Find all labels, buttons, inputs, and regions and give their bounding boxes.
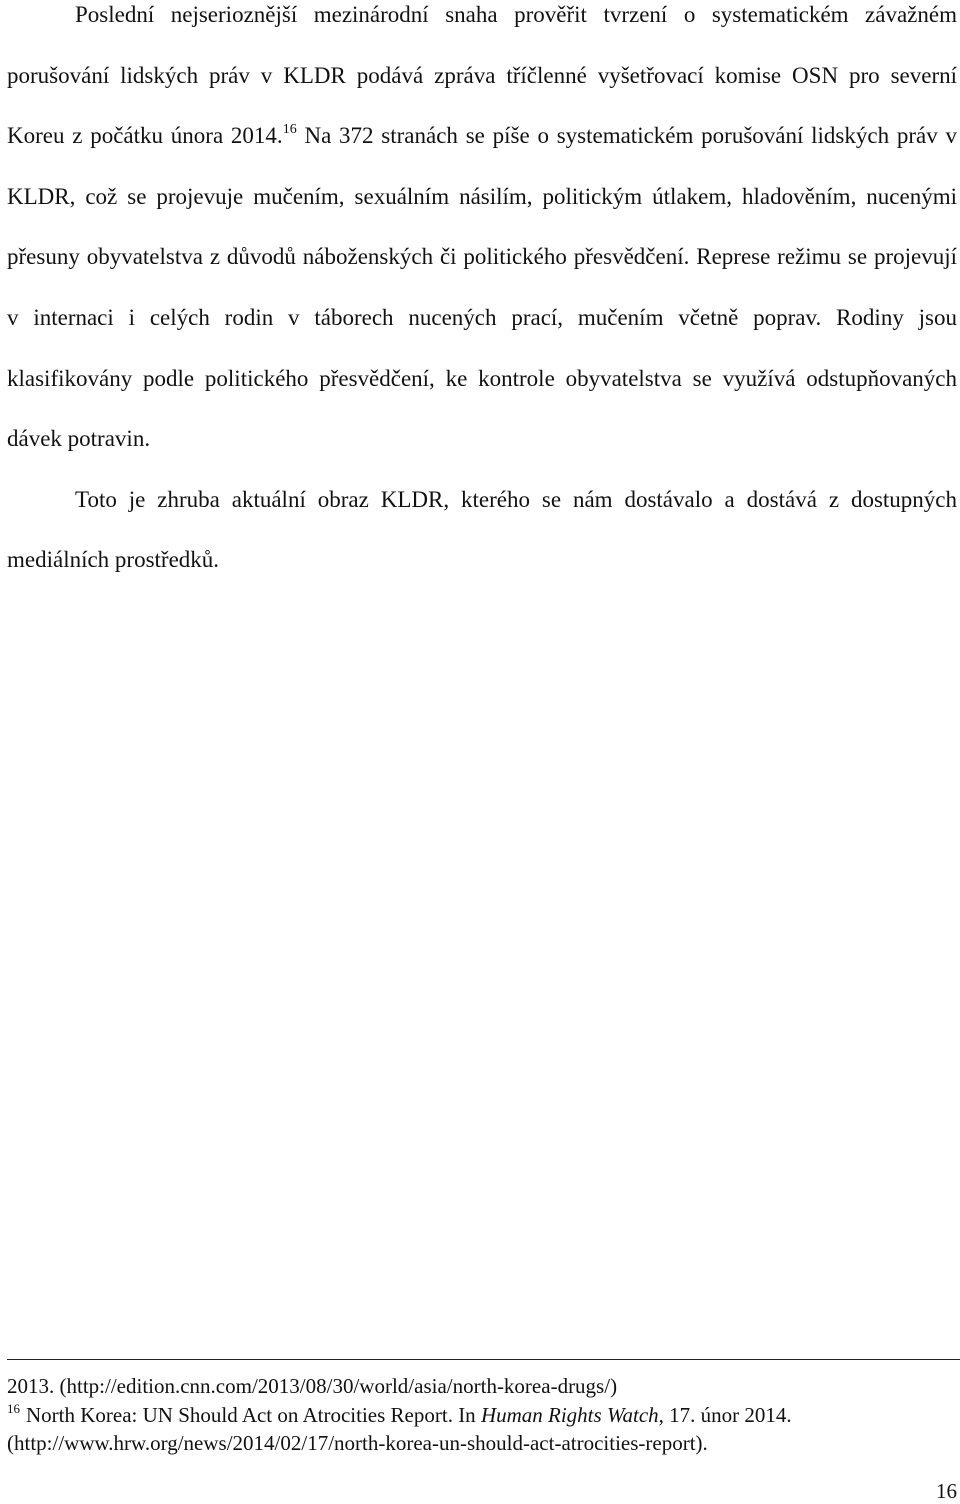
footnote-reference-16[interactable]: 16 <box>282 122 297 138</box>
main-text <box>7 0 957 591</box>
footnote-16 <box>7 1401 957 1430</box>
footnote-continuation: 2013. (http://edition.cnn.com/2013/08/30/world/asia/north-korea-drugs/) <box>7 1374 618 1398</box>
footnotes <box>7 1372 957 1458</box>
page-number: 16 <box>936 1479 957 1503</box>
paragraph-1-text-b: Na 372 stranách se píše o systematickém porušování lidských práv v KLDR, což se projevuje mučením, sexuálním násilím, politickým útlakem, hladověním, nucenými přesuny obyvatelstva z důvodů náboženských či politického přesvědčení. Represe režimu se projevují v internaci i celých rodin v táborech nucených prací, mučením včetně poprav. Rodiny jsou klasifikovány podle politického přesvědčení, ke kontrole obyvatelstva se využívá odstupňovaných dávek potravin. <box>7 123 957 452</box>
paragraph-2: Toto je zhruba aktuální obraz KLDR, kterého se nám dostávalo a dostává z dostupných mediálních prostředků. <box>7 486 957 573</box>
footnote-16-date: , 17. únor 2014. <box>658 1402 792 1427</box>
footnote-16-text: North Korea: UN Should Act on Atrocities Report. In <box>26 1402 481 1427</box>
footnote-16-source: Human Rights Watch <box>480 1402 659 1427</box>
paragraph-1-text-a: Poslední nejserioznější mezinárodní snaha prověřit tvrzení o systematickém závažném porušování lidských práv v KLDR podává zpráva tříčlenné vyšetřovací komise OSN pro severní Koreu z počátku února 2014. <box>7 2 957 149</box>
footnote-16-url[interactable]: (http://www.hrw.org/news/2014/02/17/north-korea-un-should-act-atrocities-report). <box>7 1431 708 1455</box>
footnote-separator <box>7 1359 960 1360</box>
paragraph-1 <box>7 0 957 470</box>
footnote-16-mark: 16 <box>7 1400 20 1416</box>
